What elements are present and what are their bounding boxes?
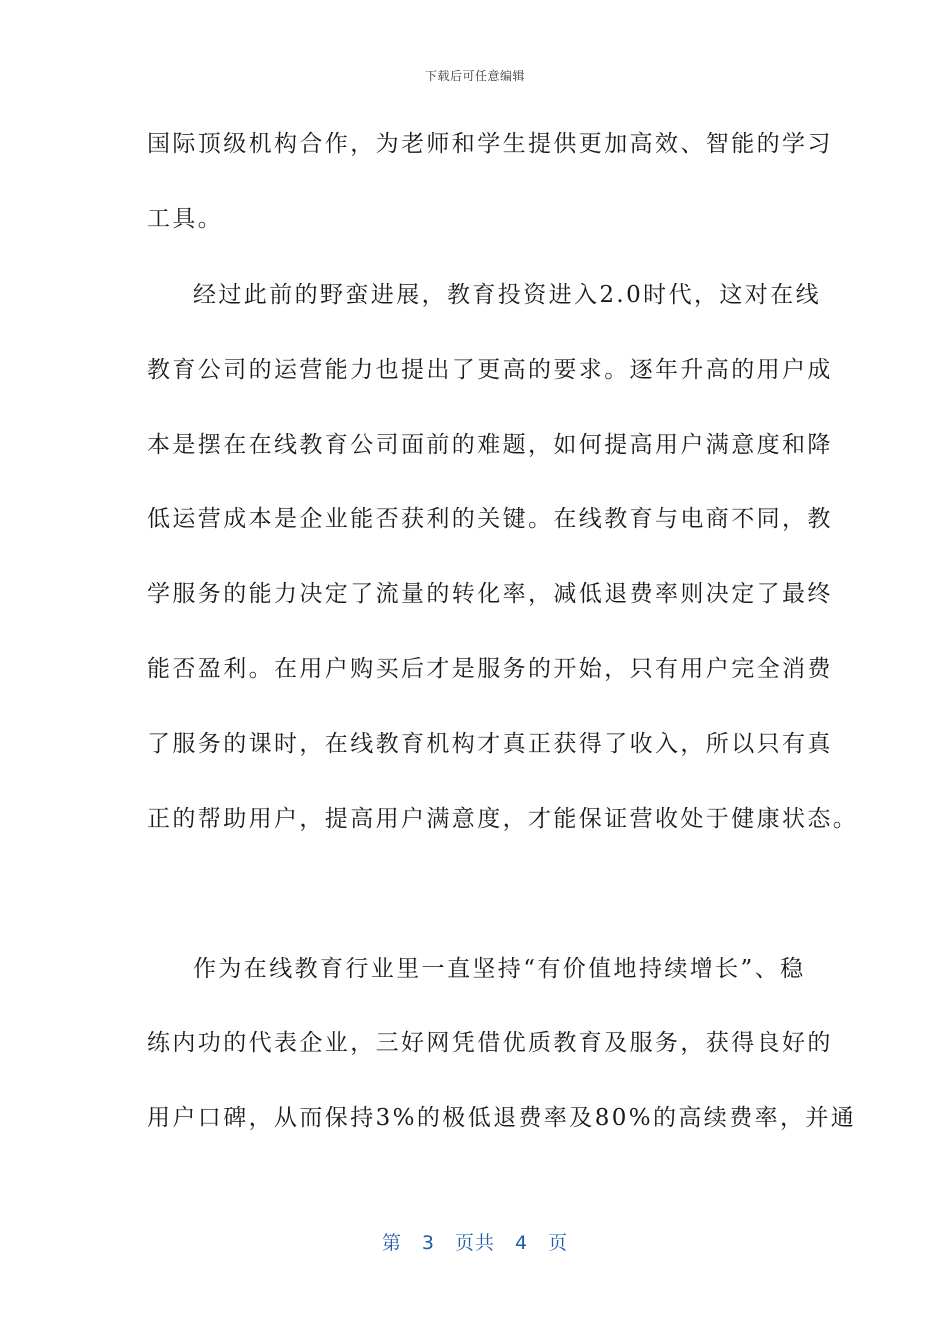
current-page-number: 3 — [421, 1232, 435, 1254]
body-line: 学服务的能力决定了流量的转化率，减低退费率则决定了最终 — [147, 581, 833, 607]
page-footer — [0, 1228, 950, 1255]
body-line: 作为在线教育行业里一直坚持“有价值地持续增长”、稳 — [193, 956, 806, 982]
body-line: 教育公司的运营能力也提出了更高的要求。逐年升高的用户成 — [147, 357, 833, 383]
body-line: 用户口碑，从而保持3%的极低退费率及80%的高续费率，并通 — [147, 1105, 857, 1131]
footer-middle: 页共 — [454, 1232, 495, 1254]
body-line: 正的帮助用户，提高用户满意度，才能保证营收处于健康状态。 — [147, 806, 859, 832]
footer-suffix: 页 — [548, 1232, 569, 1254]
body-line: 经过此前的野蛮进展，教育投资进入2.0时代，这对在线 — [193, 282, 821, 308]
body-line: 本是摆在在线教育公司面前的难题，如何提高用户满意度和降 — [147, 432, 833, 458]
page-header: 下载后可任意编辑 — [424, 69, 525, 83]
body-line: 练内功的代表企业，三好网凭借优质教育及服务，获得良好的 — [147, 1030, 833, 1056]
body-line: 低运营成本是企业能否获利的关键。在线教育与电商不同，教 — [147, 506, 833, 532]
body-line: 国际顶级机构合作，为老师和学生提供更加高效、智能的学习 — [147, 131, 833, 157]
body-line: 了服务的课时，在线教育机构才真正获得了收入，所以只有真 — [147, 731, 833, 757]
footer-prefix: 第 — [381, 1232, 402, 1254]
total-pages-number: 4 — [515, 1232, 529, 1254]
body-line: 能否盈利。在用户购买后才是服务的开始，只有用户完全消费 — [147, 656, 833, 682]
body-line: 工具。 — [147, 206, 224, 232]
